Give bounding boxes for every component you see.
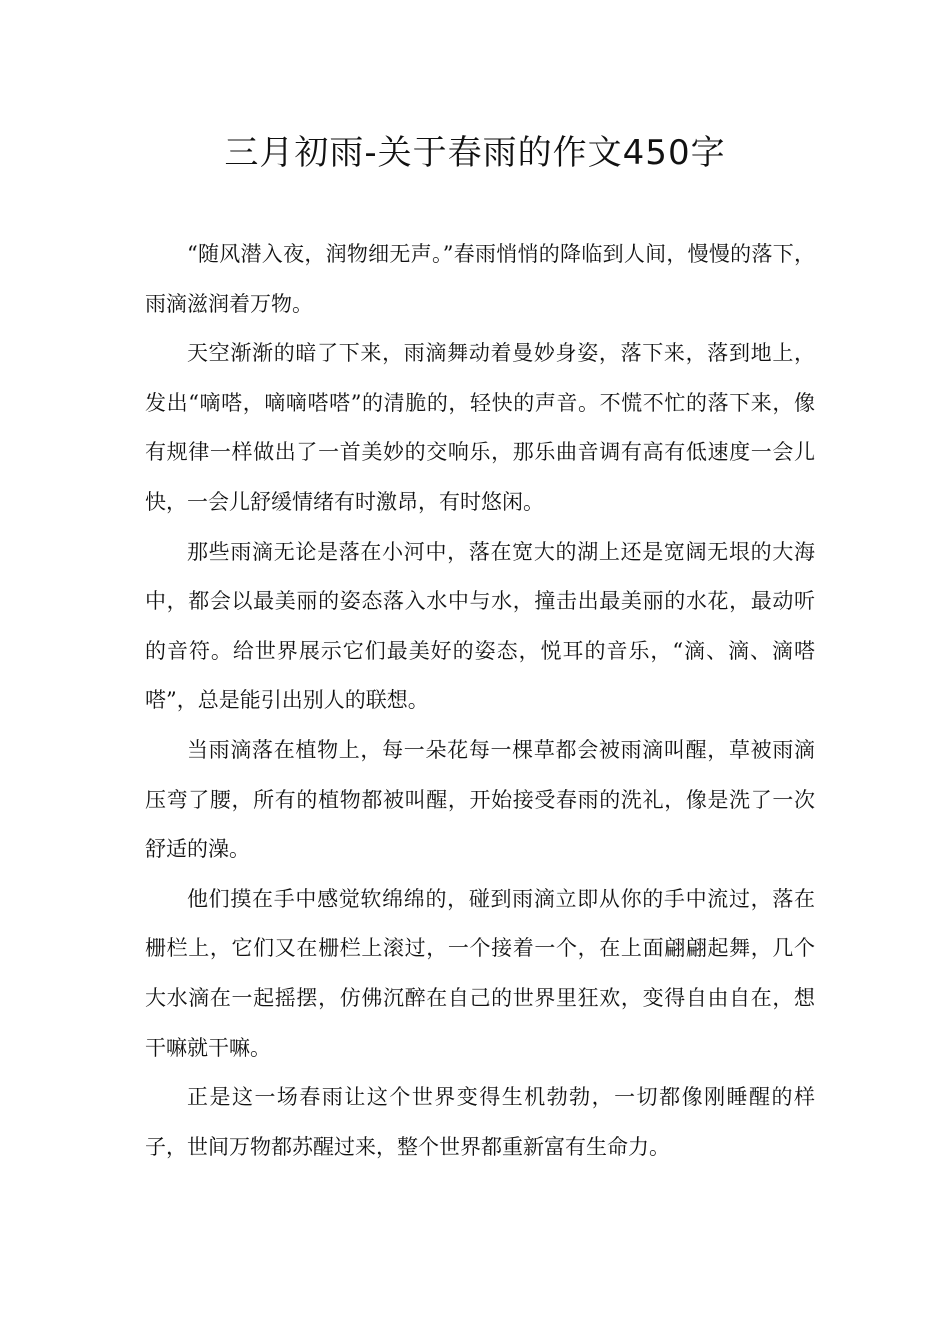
document-body [145, 230, 815, 1172]
paragraph-2: 天空渐渐的暗了下来，雨滴舞动着曼妙身姿，落下来，落到地上，发出“嘀嗒，嘀嘀嗒嗒”的清脆的，轻快的声音。不慌不忙的落下来，像有规律一样做出了一首美妙的交响乐，那乐曲音调有高有低速度一会儿快，一会儿舒缓情绪有时激昂，有时悠闲。 [145, 341, 815, 514]
paragraph-5: 他们摸在手中感觉软绵绵的，碰到雨滴立即从你的手中流过，落在栅栏上，它们又在栅栏上滚过，一个接着一个，在上面翩翩起舞，几个大水滴在一起摇摆，仿佛沉醉在自己的世界里狂欢，变得自由自在，想干嘛就干嘛。 [145, 886, 815, 1060]
paragraph-3: 那些雨滴无论是落在小河中，落在宽大的湖上还是宽阔无垠的大海中，都会以最美丽的姿态落入水中与水，撞击出最美丽的水花，最动听的音符。给世界展示它们最美好的姿态，悦耳的音乐，“滴、滴、滴嗒嗒”，总是能引出别人的联想。 [145, 539, 815, 713]
paragraph-4: 当雨滴落在植物上，每一朵花每一棵草都会被雨滴叫醒，草被雨滴压弯了腰，所有的植物都被叫醒，开始接受春雨的洗礼，像是洗了一次舒适的澡。 [145, 737, 815, 862]
paragraph-6: 正是这一场春雨让这个世界变得生机勃勃，一切都像刚睡醒的样子，世间万物都苏醒过来，整个世界都重新富有生命力。 [145, 1085, 815, 1159]
document-title: 三月初雨-关于春雨的作文450字 [224, 133, 726, 173]
paragraph-1: “随风潜入夜，润物细无声。”春雨悄悄的降临到人间，慢慢的落下，雨滴滋润着万物。 [145, 242, 815, 316]
